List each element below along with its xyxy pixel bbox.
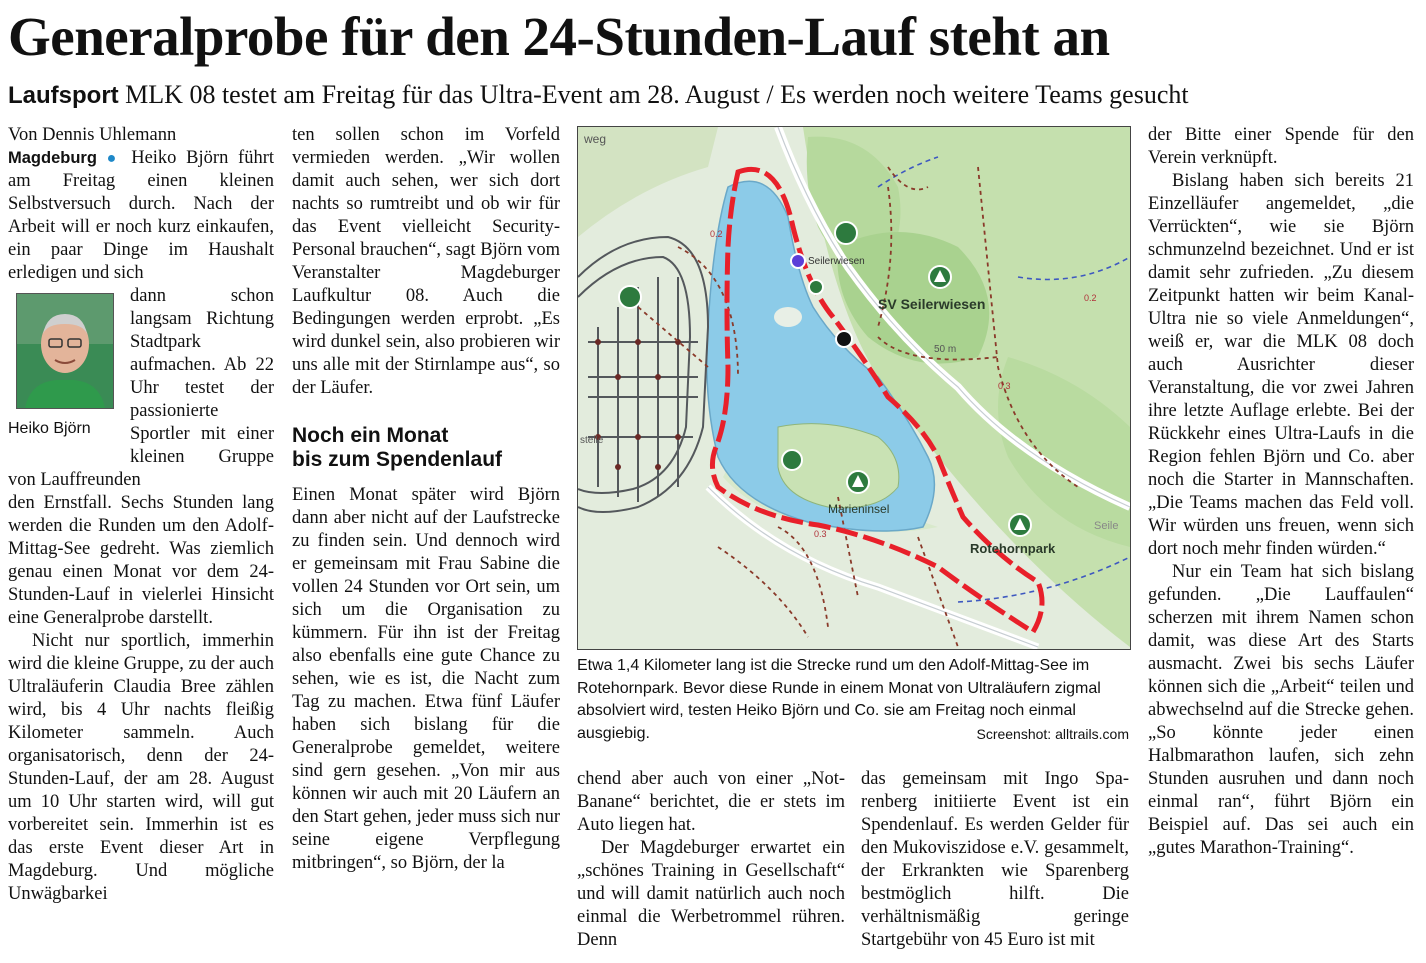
dateline: Magdeburg — [8, 149, 97, 167]
map-label: 0.3 — [998, 381, 1011, 391]
column-2 — [292, 124, 560, 875]
map-label: 0.3 — [814, 529, 827, 539]
map-label: Marieninsel — [828, 502, 890, 516]
kicker: Laufsport — [8, 82, 119, 109]
map-label: 0.2 — [710, 229, 723, 239]
dateline-dot-icon: ● — [106, 150, 122, 167]
column-1 — [8, 124, 274, 906]
paragraph — [8, 147, 274, 285]
column-4 — [861, 768, 1129, 952]
person-icon — [17, 294, 113, 408]
photo-caption: Heiko Björn — [8, 420, 91, 437]
caption-text: Etwa 1,4 Kilometer lang ist die Strecke rund um den Adolf-Mittag-See im Rotehornpark. Bevor diese Runde in einem Monat von Ultraläufern zigmal absolviert wird, testen Heiko Björn und Co. sie am Freitag noch einmal ausgiebig. — [577, 657, 1101, 742]
map-label: 50 m — [934, 344, 957, 355]
subhead-line: bis zum Spendenlauf — [292, 448, 503, 471]
author-photo — [8, 293, 120, 453]
subheadline — [8, 78, 1418, 113]
location-pin-icon — [809, 280, 823, 294]
image-credit: Screenshot: alltrails.com — [968, 723, 1129, 746]
paragraph: ten sollen schon im Vorfeld vermieden werden. „Wir wollen damit auch sehen, wer sich dort nachts so rumtreibt und ob wir für das Event vielleicht Security-Personal brauchen“, sagt Björn vom Veranstalter Magdeburger Laufkultur 08. Auch die Bedingungen werden erprobt. „Es wird dunkel sein, also probieren wir uns alle mit der Stirnlampe aus“, so der Läufer. — [292, 125, 560, 398]
poi-marker-icon — [782, 450, 802, 470]
location-pin-icon — [791, 254, 805, 268]
map-label: Rotehornpark — [970, 541, 1056, 556]
paragraph: Der Magdeburger erwartet ein „schönes Training in Gesellschaft“ und will damit natürlich auch noch einmal die Werbetrommel rühren. Denn — [577, 838, 845, 950]
paragraph: Bislang haben sich bereits 21 Einzelläufer angemeldet, „die Verrückten“, wie sie Björn schmunzelnd bezeichnet. Und er ist damit sehr zufrieden. „Zu diesem Zeitpunkt hatten wir beim Kanal-Ultra nie so viele Anmeldungen“, weiß er, war die MLK 08 doch auch Ausrichter dieser Veranstaltung, die vor zwei Jahren ihre letzte Auflage erlebte. Bei der Rückkehr eines Ultra-Laufs in die Region fehlen Björn und Co. aber noch die Starter in Mannschaften. „Die Teams machen das Feld voll. Wir würden uns freuen, wenn sich dort noch mehr finden würden.“ — [1148, 171, 1414, 559]
paragraph: Nur ein Team hat sich bislang gefunden. „Die Lauffaulen“ scherzen mit ihrem Namen schon damit, was diese Art des Starts ausmacht. Zwei bis sechs Läufer können sich die „Arbeit“ teilen und abwechselnd auf die Strecke gehen. „So könnte jeder einen Halbmarathon laufen, sich zehn Stunden ausruhen und dann noch einmal ran“, führt Björn ein Beispiel auf. Das sei auch ein „gutes Marathon-Training“. — [1148, 562, 1414, 858]
paragraph: dann schon langsam Richtung Stadtpark aufmachen. Ab 22 Uhr testet der passionierte Sportler mit einer kleinen Gruppe von Lauffreunden — [8, 286, 274, 490]
column-3 — [577, 768, 845, 952]
map-label: Seilerwiesen — [808, 256, 865, 267]
paragraph-text: Heiko Björn führt am Freitag einen kleinen Selbstversuch durch. Nach der Arbeit will er noch kurz einkaufen, ein paar Dinge im Haushalt erledigen und sich — [8, 148, 275, 283]
poi-marker-icon — [835, 222, 857, 244]
column-5 — [1148, 124, 1414, 860]
map-label: 0.2 — [1084, 293, 1097, 303]
paragraph: das gemeinsam mit Ingo Sparenberg initiierte Event ist ein Spendenlauf. Es werden Gelder für den Mukoviszidose e.V. gesammelt, der Erkrankten wie Sparenberg bestmöglich hilft. Die verhältnismäßig geringe Startgebühr von 45 Euro ist mit — [861, 769, 1129, 950]
subhead-line: Noch ein Monat — [292, 424, 449, 447]
paragraph: Nicht nur sportlich, immerhin wird die kleine Gruppe, zu der auch Ultraläuferin Claudia Bree zählen wird, bis 4 Uhr nachts fleißig Kilometer sammeln. Auch organisatorisch, denn der 24-Stunden-Lauf, der am 28. August um 10 Uhr starten wird, will gut vorbereitet sein. Immerhin ist es das erste Event dieser Art in Magdeburg. Und mögliche Unwägbarkei — [8, 631, 274, 904]
portrait-image — [16, 293, 114, 409]
map-graphic — [578, 127, 1130, 649]
map-label: SV Seilerwiesen — [878, 296, 986, 312]
paragraph: den Ernstfall. Sechs Stunden lang werden die Runden um den Adolf-Mittag-See gedreht. Was ziemlich genau einen Monat vor dem 24-Stunden-Lauf in vielerlei Hinsicht eine Generalprobe darstellt. — [8, 493, 274, 628]
headline: Generalprobe für den 24-Stunden-Lauf steht an — [8, 6, 1110, 67]
map-caption — [577, 655, 1129, 745]
map-label: weg — [584, 132, 607, 146]
map-label: stelle — [580, 435, 604, 446]
restaurant-icon — [619, 286, 641, 308]
paragraph: der Bitte einer Spende für den Verein verknüpft. — [1148, 125, 1414, 168]
paragraph: chend aber auch von einer „Not-Banane“ berichtet, die er stets im Auto liegen hat. — [577, 769, 845, 835]
paragraph: Einen Monat später wird Björn dann aber nicht auf der Laufstrecke zu finden sein. Und dennoch wird er gemeinsam mit Frau Sabine die vollen 24 Stunden vor Ort sein, um sich um die Organisation zu kümmern. Für ihn ist der Freitag also ebenfalls eine gute Chance zu sehen, wie es ist, die Nacht zum Tag zu machen. Etwa fünf Läufer haben sich bislang für die Generalprobe gemeldet, weitere sind gern gesehen. „Von mir aus können wir auch mit 20 Läufern an den Start gehen, jeder muss sich nur seine eigene Verpflegung mitbringen“, so Björn, der la — [292, 485, 560, 873]
start-marker-icon — [836, 331, 852, 347]
byline: Von Dennis Uhlemann — [8, 125, 177, 145]
route-map — [577, 126, 1131, 650]
map-label: Seile — [1094, 520, 1119, 532]
subheadline-text: MLK 08 testet am Freitag für das Ultra-Event am 28. August / Es werden noch weitere Teams gesucht — [125, 80, 1189, 109]
section-subhead — [292, 424, 560, 472]
